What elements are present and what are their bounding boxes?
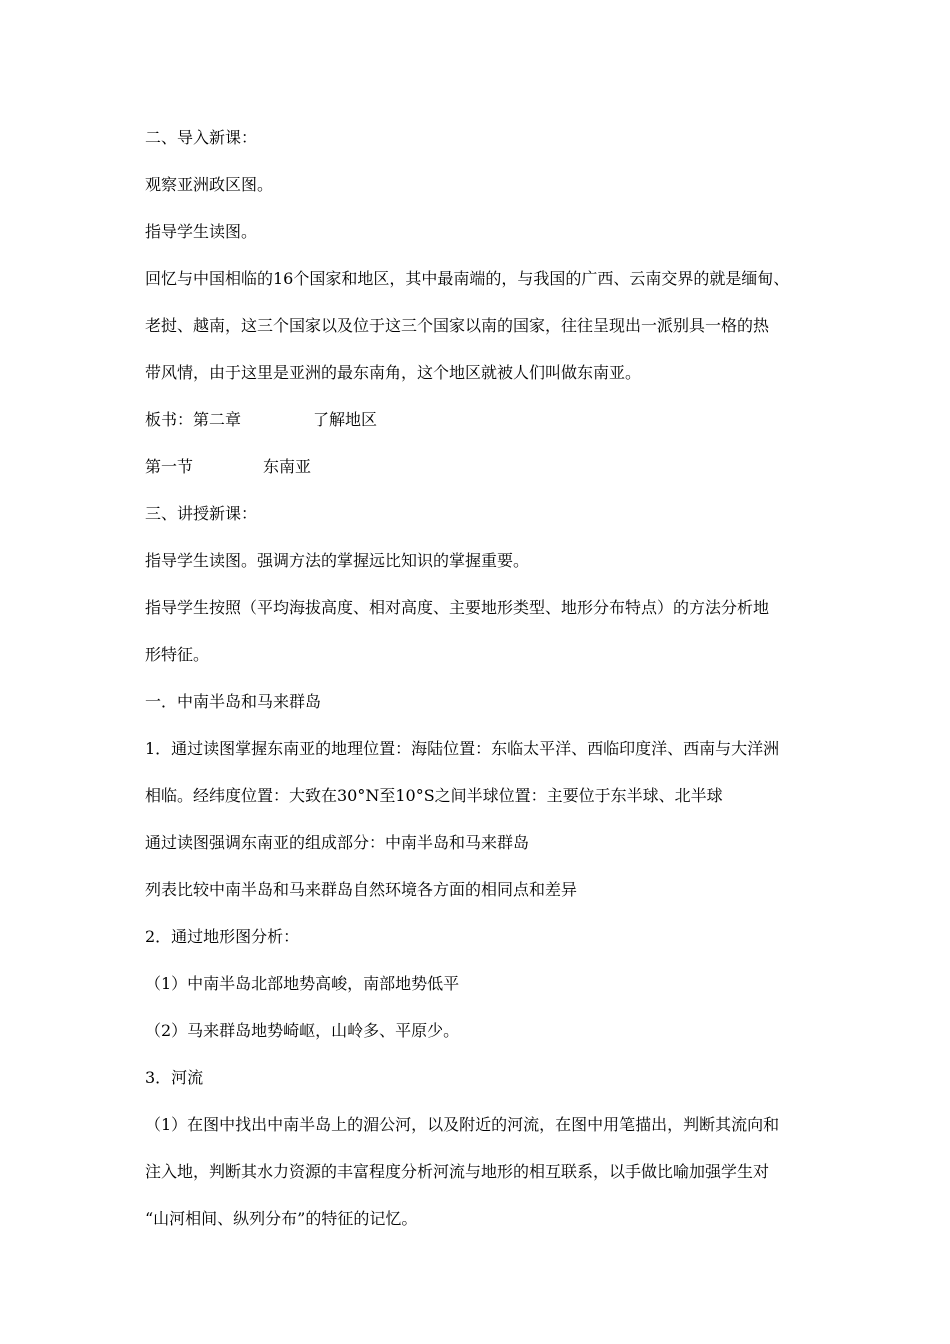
item-rivers: 3．河流: [145, 1068, 204, 1087]
text-line: “山河相间、纵列分布”的特征的记忆。: [145, 1209, 418, 1228]
text-line: 相临。经纬度位置：大致在30°N至10°S之间半球位置：主要位于东半球、北半球: [145, 786, 723, 805]
text-line: 老挝、越南，这三个国家以及位于这三个国家以南的国家，往往呈现出一派别具一格的热: [145, 316, 770, 335]
document-body: [145, 126, 815, 1254]
chapter-label: 板书：第二章: [145, 410, 242, 429]
text-line: 形特征。: [145, 645, 210, 664]
item-terrain-analysis: 2．通过地形图分析：: [145, 927, 300, 946]
subheading-peninsula: 一．中南半岛和马来群岛: [145, 692, 322, 711]
blackboard-chapter: [145, 408, 815, 432]
item-terrain-2: （2）马来群岛地势崎岖，山岭多、平原少。: [145, 1021, 460, 1040]
text-line: 注入地，判断其水力资源的丰富程度分析河流与地形的相互联系，以手做比喻加强学生对: [145, 1162, 770, 1181]
text-line: 带风情，由于这里是亚洲的最东南角，这个地区就被人们叫做东南亚。: [145, 363, 642, 382]
paragraph-mekong: [145, 1113, 815, 1231]
text-line: （1）在图中找出中南半岛上的湄公河，以及附近的河流，在图中用笔描出，判断其流向和: [145, 1115, 780, 1134]
paragraph-guide-reading: 指导学生读图。: [145, 222, 258, 241]
paragraph-observe-map: 观察亚洲政区图。: [145, 175, 274, 194]
paragraph-composition: 通过读图强调东南亚的组成部分：中南半岛和马来群岛: [145, 833, 530, 852]
section-heading-teaching: 三、讲授新课：: [145, 504, 258, 523]
chapter-title: 了解地区: [313, 410, 378, 429]
section-label: 第一节: [145, 457, 194, 476]
paragraph-location: [145, 737, 815, 808]
paragraph-method: 指导学生读图。强调方法的掌握远比知识的掌握重要。: [145, 551, 530, 570]
paragraph-recall: [145, 267, 815, 385]
text-line: 指导学生按照（平均海拔高度、相对高度、主要地形类型、地形分布特点）的方法分析地: [145, 598, 770, 617]
section-title: 东南亚: [263, 457, 312, 476]
paragraph-terrain-method: [145, 596, 815, 667]
item-terrain-1: （1）中南半岛北部地势高峻，南部地势低平: [145, 974, 460, 993]
text-line: 1．通过读图掌握东南亚的地理位置：海陆位置：东临太平洋、西临印度洋、西南与大洋洲: [145, 739, 780, 758]
section-heading-intro: 二、导入新课：: [145, 128, 258, 147]
blackboard-section: [145, 455, 815, 479]
text-line: 回忆与中国相临的16个国家和地区，其中最南端的，与我国的广西、云南交界的就是缅甸、: [145, 269, 790, 288]
paragraph-compare: 列表比较中南半岛和马来群岛自然环境各方面的相同点和差异: [145, 880, 578, 899]
